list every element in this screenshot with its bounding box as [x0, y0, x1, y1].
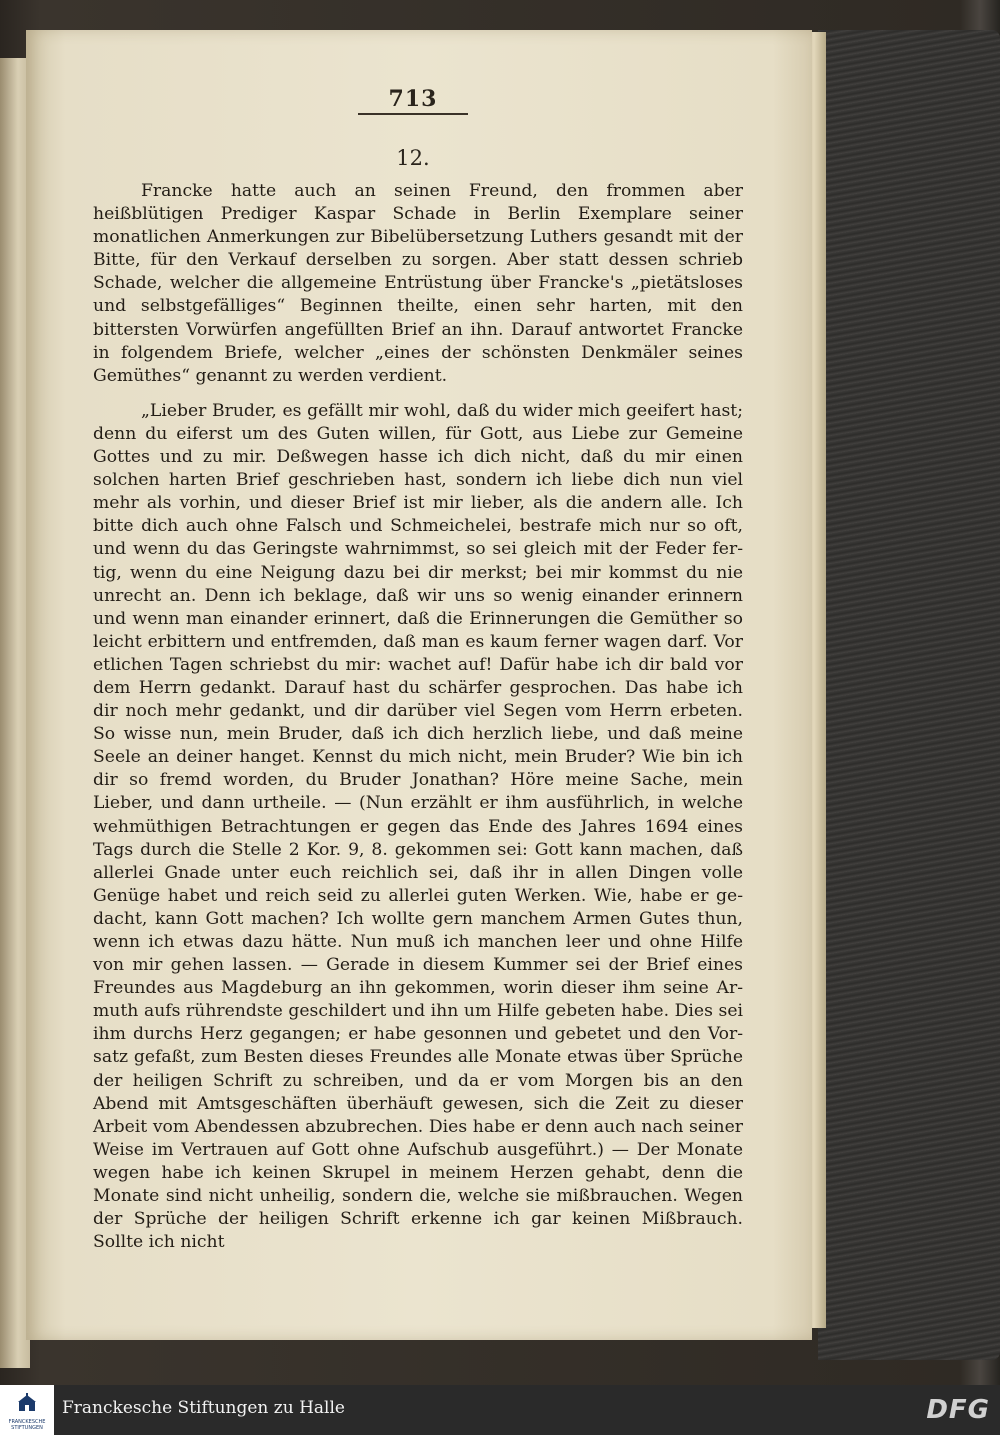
body-text: [93, 180, 743, 1254]
viewer-footer: [0, 1385, 1000, 1435]
footer-title[interactable]: Franckesche Stiftungen zu Halle: [62, 1398, 345, 1418]
paragraph-letter: „Lieber Bruder, es gefällt mir wohl, daß du wider mich geeifert hast; denn du eiferst um des Guten willen, für Gott, aus Liebe zur Gemeine Gottes und zu mir. Deßwegen hasse ich dich nicht, daß du mir einen solchen harten Brief geschrieben hast, sondern ich liebe dich nun viel mehr als vorhin, und dieser Brief ist mir lieber, als die andern alle. Ich bitte dich auch ohne Falsch und Schmeichelei, bestrafe mich nur so oft, und wenn du das Geringste wahrnimmst, so sei gleich mit der Feder fertig, wenn du eine Neigung dazu bei dir merkst; bei mir kommst du nie unrecht an. Denn ich beklage, daß wir uns so wenig einander erinnern und wenn man einander erinnert, daß die Erinnerungen die Gemüther so leicht erbittern und entfremden, daß man es kaum ferner wagen darf. Vor etlichen Tagen schriebst du mir: wachet auf! Dafür habe ich dir bald vor dem Herrn gedankt. Darauf hast du schärfer gesprochen. Das habe ich dir noch mehr gedankt, und dir darüber viel Segen vom Herrn erbeten. So wisse nun, mein Bruder, daß ich dich herzlich liebe, und daß meine Seele an deiner hanget. Kennst du mich nicht, mein Bruder? Wie bin ich dir so fremd worden, du Bruder Jonathan? Höre meine Sache, mein Lieber, und dann urtheile. — (Nun erzählt er ihm ausführlich, in welche wehmüthigen Betrachtungen er gegen das Ende des Jahres 1694 eines Tags durch die Stelle 2 Kor. 9, 8. gekommen sei: Gott kann machen, daß allerlei Gnade unter euch reichlich sei, daß ihr in allen Dingen volle Genüge habet und reich seid zu allerlei guten Werken. Wie, habe er gedacht, kann Gott machen? Ich wollte gern manchem Armen Gutes thun, wenn ich etwas dazu hätte. Nun muß ich manchen leer und ohne Hilfe von mir gehen lassen. — Gerade in diesem Kummer sei der Brief eines Freundes aus Magdeburg an ihn gekommen, worin dieser ihm seine Armuth aufs rührendste geschildert und ihn um Hilfe gebeten habe. Dies sei ihm durchs Herz gegangen; er habe gesonnen und gebetet und den Vorsatz gefaßt, zum Besten dieses Freundes alle Monate etwas über Sprüche der heiligen Schrift zu schreiben, und da er vom Morgen bis an den Abend mit Amtsgeschäften überhäuft gewesen, sich die Zeit zu dieser Arbeit vom Abendessen abzubrechen. Dies habe er denn auch nach seiner Weise im Vertrauen auf Gott ohne Aufschub ausgeführt.) — Der Monate wegen habe ich keinen Skrupel in meinem Herzen gehabt, denn die Monate sind nicht unheilig, sondern die, welche sie mißbrauchen. Wegen der Sprüche der heiligen Schrift erkenne ich gar keinen Mißbrauch. Sollte ich nicht: [93, 400, 743, 1253]
institution-logo[interactable]: [0, 1385, 54, 1435]
paragraph-intro: Francke hatte auch an seinen Freund, den frommen aber heißblütigen Prediger Kaspar Schade in Berlin Exemplare seiner monatlichen Anmerkungen zur Bibelübersetzung Luthers gesandt mit der Bitte, für den Verkauf derselben zu sorgen. Aber statt dessen schrieb Schade, welcher die allgemeine Entrüstung über Francke's „pietätsloses und selbstgefälliges“ Beginnen theilte, einen sehr harten, mit den bittersten Vorwürfen angefüllten Brief an ihn. Darauf antwortet Francke in folgendem Briefe, welcher „eines der schönsten Denkmäler seines Gemüthes“ genannt zu werden verdient.: [93, 181, 743, 386]
book-binding: [818, 30, 1000, 1360]
section-number: 12.: [396, 146, 430, 170]
logo-text: FRANCKESCHE STIFTUNGEN: [8, 1419, 46, 1431]
page-number-rule: [358, 113, 468, 115]
dfg-logo[interactable]: DFG: [926, 1395, 990, 1425]
building-icon: [17, 1393, 37, 1413]
page-number: 713: [388, 86, 438, 112]
